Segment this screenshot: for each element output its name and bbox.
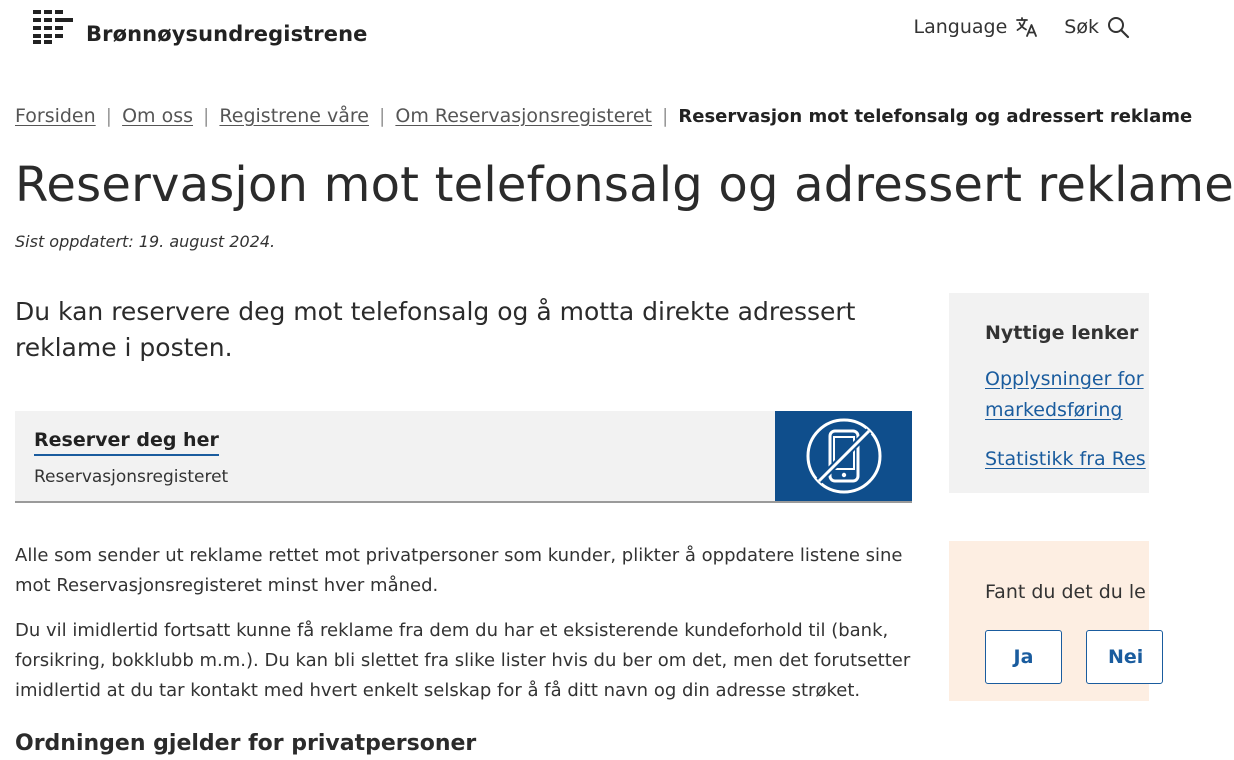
- page-title: Reservasjon mot telefonsalg og adressert reklame: [15, 157, 1234, 213]
- feedback-no-button[interactable]: Nei: [1086, 630, 1163, 684]
- search-icon: [1107, 16, 1129, 38]
- reserve-card[interactable]: [15, 411, 912, 503]
- no-phone-icon: [805, 417, 883, 495]
- translate-icon: [1016, 17, 1038, 37]
- useful-links-box: [949, 293, 1149, 493]
- link-statistics[interactable]: Statistikk fra Res: [985, 448, 1146, 470]
- breadcrumb-link-om-reservasjonsregisteret[interactable]: Om Reservasjonsregisteret: [395, 105, 652, 127]
- useful-links-title: Nyttige lenker: [985, 322, 1139, 344]
- feedback-box: [949, 541, 1149, 701]
- breadcrumb-link-registrene[interactable]: Registrene våre: [219, 105, 369, 127]
- breadcrumb-link-om-oss[interactable]: Om oss: [122, 105, 194, 127]
- breadcrumb-separator: |: [378, 105, 386, 127]
- feedback-question: Fant du det du le: [985, 581, 1146, 603]
- intro-text: Du kan reservere deg mot telefonsalg og å motta direkte adressert reklame i posten.: [15, 297, 856, 362]
- reserve-subtitle: Reservasjonsregisteret: [34, 467, 229, 487]
- link-marketing-info-line2[interactable]: markedsføring: [985, 399, 1123, 421]
- reserve-icon-box: [775, 411, 912, 501]
- breadcrumb-separator: |: [203, 105, 210, 127]
- breadcrumb-link-forsiden[interactable]: Forsiden: [15, 105, 96, 127]
- last-updated: Sist oppdatert: 19. august 2024.: [15, 232, 276, 251]
- breadcrumb: [15, 105, 1192, 127]
- breadcrumb-current: Reservasjon mot telefonsalg og adressert reklame: [678, 105, 1193, 127]
- breadcrumb-separator: |: [661, 105, 669, 127]
- link-marketing-info[interactable]: Opplysninger for: [985, 368, 1144, 390]
- search-label: Søk: [1064, 16, 1099, 38]
- section-heading: Ordningen gjelder for privatpersoner: [15, 731, 477, 756]
- feedback-yes-button[interactable]: Ja: [985, 630, 1062, 684]
- header-actions: [914, 16, 1129, 38]
- brreg-logo-icon: [33, 10, 73, 44]
- language-button[interactable]: [914, 16, 1039, 38]
- logo-text: Brønnøysundregistrene: [86, 22, 368, 46]
- search-button[interactable]: [1064, 16, 1129, 38]
- body-paragraph: Alle som sender ut reklame rettet mot privatpersoner som kunder, plikter å oppdatere listene sine mot Reservasjonsregisteret minst hver måned.: [15, 545, 903, 596]
- reserve-link[interactable]: Reserver deg her: [34, 429, 219, 456]
- body-paragraph: Du vil imidlertid fortsatt kunne få reklame fra dem du har et eksisterende kundeforhold til (bank, forsikring, bokklubb m.m.). Du kan bli slettet fra slike lister hvis du ber om det, men det forutsetter imidlertid at du tar kontakt med hvert enkelt selskap for å få ditt navn og din adresse strøket.: [15, 620, 911, 701]
- language-label: Language: [913, 16, 1008, 38]
- breadcrumb-separator: |: [105, 105, 113, 127]
- home-logo-link[interactable]: [33, 10, 368, 46]
